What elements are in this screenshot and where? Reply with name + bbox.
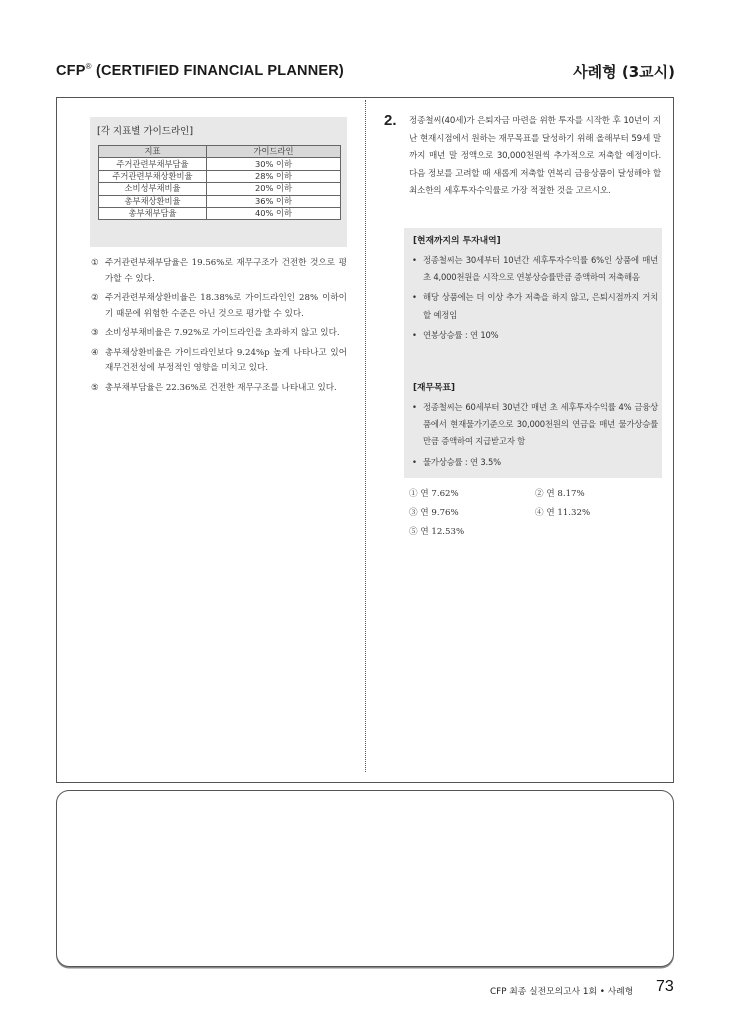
answer-text: 연 11.32% bbox=[546, 508, 591, 518]
option-number: ③ bbox=[91, 328, 99, 338]
table-cell-indicator: 총부채상환비율 bbox=[99, 195, 207, 207]
answer-text: 연 7.62% bbox=[420, 489, 459, 499]
header-cfp: CFP bbox=[56, 63, 86, 79]
answer-choice-4[interactable] bbox=[535, 506, 590, 518]
option-item-4[interactable] bbox=[91, 346, 347, 377]
header-exam-title bbox=[56, 62, 344, 79]
question-number: 2. bbox=[384, 112, 397, 129]
previous-question-options bbox=[91, 256, 347, 400]
guideline-table bbox=[98, 145, 341, 220]
table-cell-indicator: 주거관련부채상환비율 bbox=[99, 170, 207, 182]
option-text: 주거관련부채상환비율은 18.38%로 가이드라인인 28% 이하이기 때문에 위험한 수준은 아닌 것으로 평가할 수 있다. bbox=[105, 293, 347, 319]
registered-mark: ® bbox=[85, 62, 92, 71]
question-text: 정종철씨(40세)가 은퇴자금 마련을 위한 투자를 시작한 후 10년이 지난 현재시점에서 원하는 재무목표를 달성하기 위해 올해부터 59세 말까지 매년 말 정액으로 30,000천원씩 추가적으로 저축할 예정이다. 다음 정보를 고려할 때 새롭게 저축할 연복리 금융상품이 달성해야 할 최소한의 세후투자수익률로 가장 적절한 것을 고르시오. bbox=[409, 116, 661, 196]
table-cell-guideline: 36% 이하 bbox=[207, 195, 341, 207]
option-number: ④ bbox=[91, 347, 99, 358]
column-divider bbox=[365, 100, 366, 772]
header-section-title: 사례형 (3교시) bbox=[573, 63, 675, 81]
table-cell-indicator: 주거관련부채부담율 bbox=[99, 158, 207, 170]
table-header-guideline: 가이드라인 bbox=[207, 146, 341, 158]
option-number: ① bbox=[91, 258, 99, 268]
answer-number: ② bbox=[535, 489, 544, 499]
table-header-row bbox=[99, 146, 341, 158]
answer-number: ④ bbox=[535, 508, 544, 518]
info-box bbox=[404, 228, 662, 478]
bullet-item: • 물가상승률 : 연 3.5% bbox=[410, 454, 658, 471]
bullet-item: • 해당 상품에는 더 이상 추가 저축을 하지 않고, 은퇴시점까지 거치할 예정임 bbox=[410, 289, 658, 323]
answer-choice-2[interactable] bbox=[535, 487, 585, 499]
answer-text: 연 12.53% bbox=[420, 527, 465, 537]
page-number: 73 bbox=[656, 978, 674, 995]
option-text: 주거관련부채부담율은 19.56%로 재무구조가 건전한 것으로 평가할 수 있다. bbox=[105, 258, 347, 284]
bullet-item: • 연봉상승률 : 연 10% bbox=[410, 327, 658, 344]
table-cell-guideline: 40% 이하 bbox=[207, 207, 341, 219]
option-text: 총부채상환비율은 가이드라인보다 9.24%p 높게 나타나고 있어 재무건전성에 부정적인 영향을 미치고 있다. bbox=[105, 347, 347, 373]
bullet-item: • 정종철씨는 30세부터 10년간 세후투자수익률 6%인 상품에 매년 초 4,000천원을 시작으로 연봉상승률만큼 증액하여 저축해옴 bbox=[410, 252, 658, 286]
option-number: ⑤ bbox=[91, 382, 99, 393]
guideline-box bbox=[90, 117, 347, 247]
option-item-1[interactable] bbox=[91, 256, 347, 287]
table-cell-indicator: 소비성부채비율 bbox=[99, 183, 207, 195]
work-area-box[interactable] bbox=[56, 790, 674, 967]
header-cfp-full: (CERTIFIED FINANCIAL PLANNER) bbox=[91, 63, 344, 79]
answer-choice-3[interactable] bbox=[409, 506, 459, 518]
investment-history-title: [현재까지의 투자내역] bbox=[413, 236, 501, 246]
guideline-title: [각 지표별 가이드라인] bbox=[97, 126, 194, 137]
table-header-indicator: 지표 bbox=[99, 146, 207, 158]
answer-text: 연 8.17% bbox=[546, 489, 585, 499]
table-row bbox=[99, 158, 341, 170]
table-cell-guideline: 20% 이하 bbox=[207, 183, 341, 195]
option-item-5[interactable] bbox=[91, 381, 347, 397]
table-row bbox=[99, 207, 341, 219]
answer-text: 연 9.76% bbox=[420, 508, 459, 518]
table-cell-guideline: 28% 이하 bbox=[207, 170, 341, 182]
financial-goal-list bbox=[410, 399, 658, 474]
table-cell-guideline: 30% 이하 bbox=[207, 158, 341, 170]
option-item-2[interactable] bbox=[91, 291, 347, 322]
option-item-3[interactable] bbox=[91, 326, 347, 342]
bullet-item: • 정종철씨는 60세부터 30년간 매년 초 세후투자수익률 4% 금융상품에서 현재물가기준으로 30,000천원의 연금을 매년 물가상승률만큼 증액하여 지급받고자 함 bbox=[410, 399, 658, 451]
table-cell-indicator: 총부채부담율 bbox=[99, 207, 207, 219]
option-text: 소비성부채비율은 7.92%로 가이드라인을 초과하지 않고 있다. bbox=[105, 328, 340, 338]
answer-number: ① bbox=[409, 489, 418, 499]
investment-history-list bbox=[410, 252, 658, 347]
option-number: ② bbox=[91, 293, 99, 303]
table-row bbox=[99, 183, 341, 195]
table-row bbox=[99, 195, 341, 207]
answer-choice-1[interactable] bbox=[409, 487, 459, 499]
answer-number: ③ bbox=[409, 508, 418, 518]
answer-choice-5[interactable] bbox=[409, 525, 464, 537]
option-text: 총부채부담율은 22.36%로 건전한 재무구조를 나타내고 있다. bbox=[105, 382, 337, 393]
footer-label: CFP 최종 실전모의고사 1회 • 사례형 bbox=[490, 987, 634, 997]
answer-number: ⑤ bbox=[409, 527, 418, 537]
table-row bbox=[99, 170, 341, 182]
financial-goal-title: [재무목표] bbox=[413, 383, 456, 393]
